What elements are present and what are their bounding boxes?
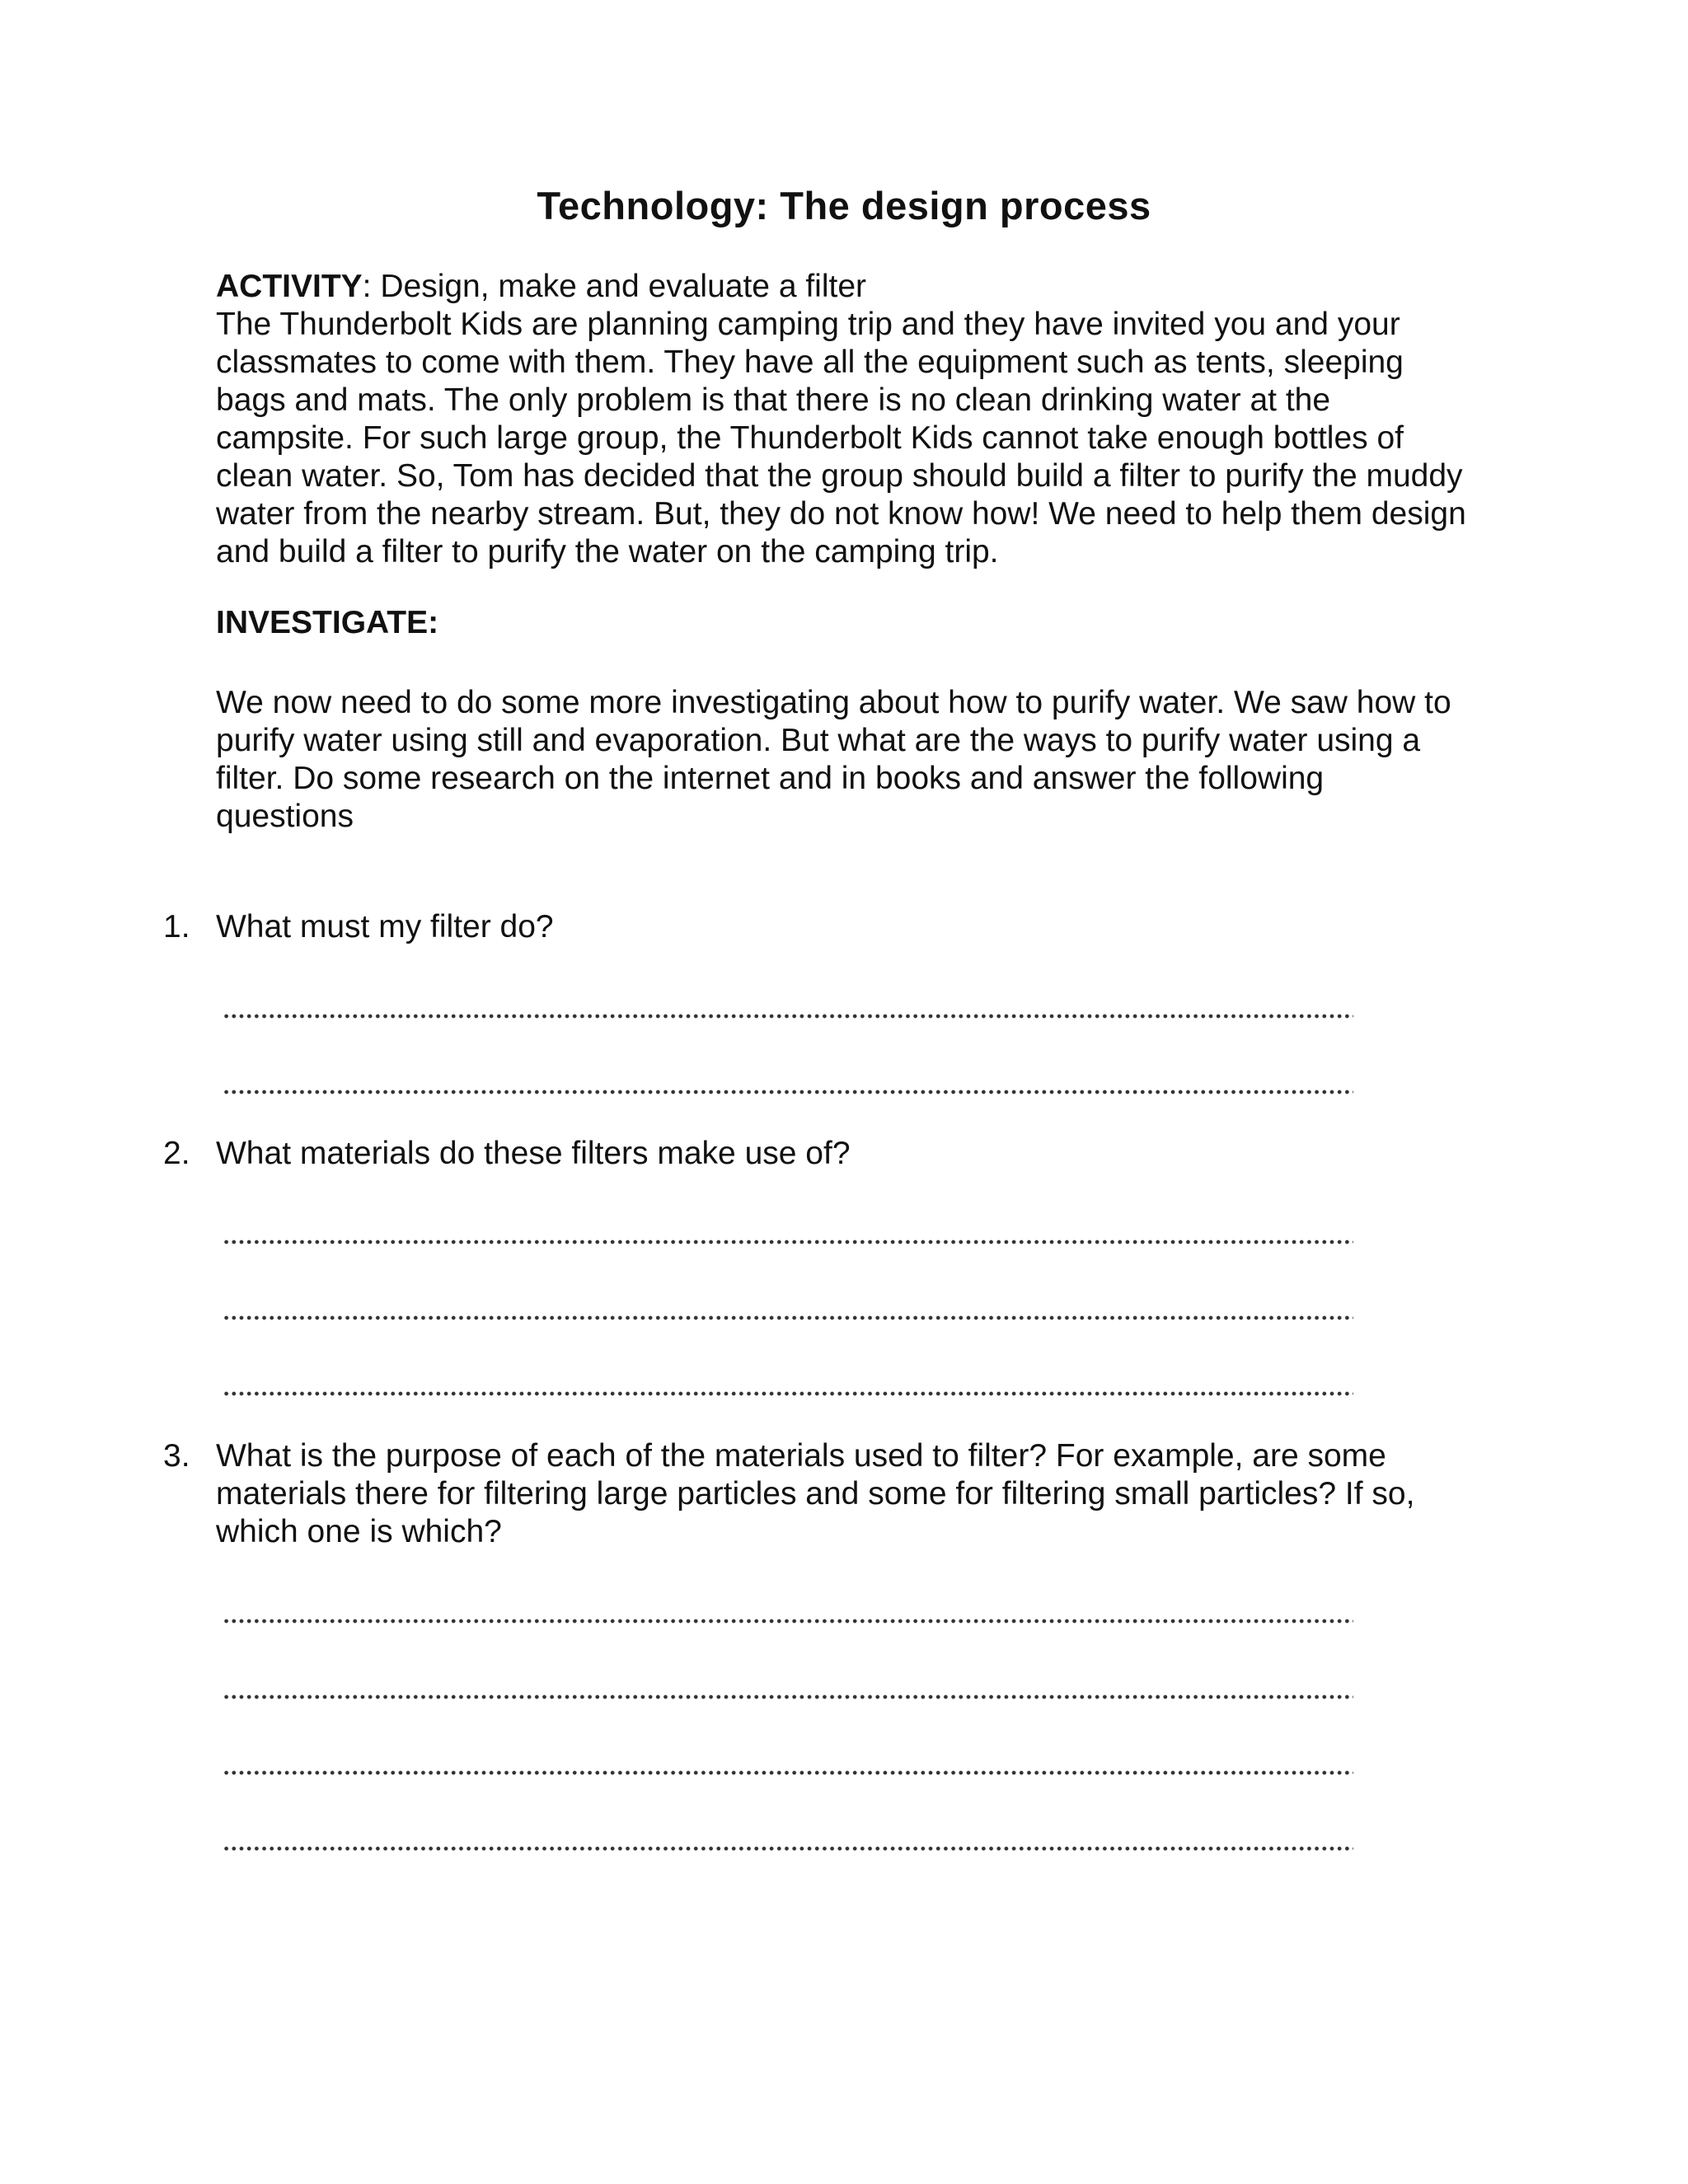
answer-line[interactable]: [223, 1314, 1353, 1322]
answer-line[interactable]: [223, 1238, 1353, 1246]
answer-line[interactable]: [223, 1769, 1353, 1777]
answer-line[interactable]: [223, 1088, 1353, 1096]
question-number: 2.: [163, 1136, 190, 1171]
activity-label: ACTIVITY: [216, 269, 363, 304]
activity-separator: :: [362, 269, 372, 304]
investigate-paragraph: We now need to do some more investigating about how to purify water. We saw how to purify water using still and evaporation. But what are the ways to purify water using a filter. Do some research on the internet and in books and answer the following questions: [216, 685, 1451, 834]
question-text: What materials do these filters make use of?: [216, 1136, 851, 1171]
activity-line: [216, 268, 1469, 306]
answer-line[interactable]: [223, 1693, 1353, 1701]
answer-line[interactable]: [223, 1844, 1353, 1853]
activity-section: [216, 268, 1469, 571]
question-text: What must my filter do?: [216, 909, 554, 944]
answer-line[interactable]: [223, 1617, 1353, 1625]
answer-line[interactable]: [223, 1012, 1353, 1020]
question-number: 3.: [163, 1438, 190, 1474]
page-title: Technology: The design process: [537, 184, 1151, 227]
investigate-heading: INVESTIGATE:: [216, 605, 439, 640]
answer-line[interactable]: [223, 1390, 1353, 1398]
activity-paragraph: The Thunderbolt Kids are planning camping trip and they have invited you and your classmates to come with them. They have all the equipment such as tents, sleeping bags and mats. The only problem is that there is no clean drinking water at the campsite. For such large group, the Thunderbolt Kids cannot take enough bottles of clean water. So, Tom has decided that the group should build a filter to purify the muddy water from the nearby stream. But, they do not know how! We need to help them design and build a filter to purify the water on the camping trip.: [216, 307, 1466, 569]
investigate-section: [216, 684, 1469, 836]
question-text: What is the purpose of each of the materials used to filter? For example, are some materials there for filtering large particles and some for filtering small particles? If so, which one is which?: [216, 1438, 1415, 1549]
question-number: 1.: [163, 909, 190, 944]
activity-description: Design, make and evaluate a filter: [371, 269, 867, 304]
